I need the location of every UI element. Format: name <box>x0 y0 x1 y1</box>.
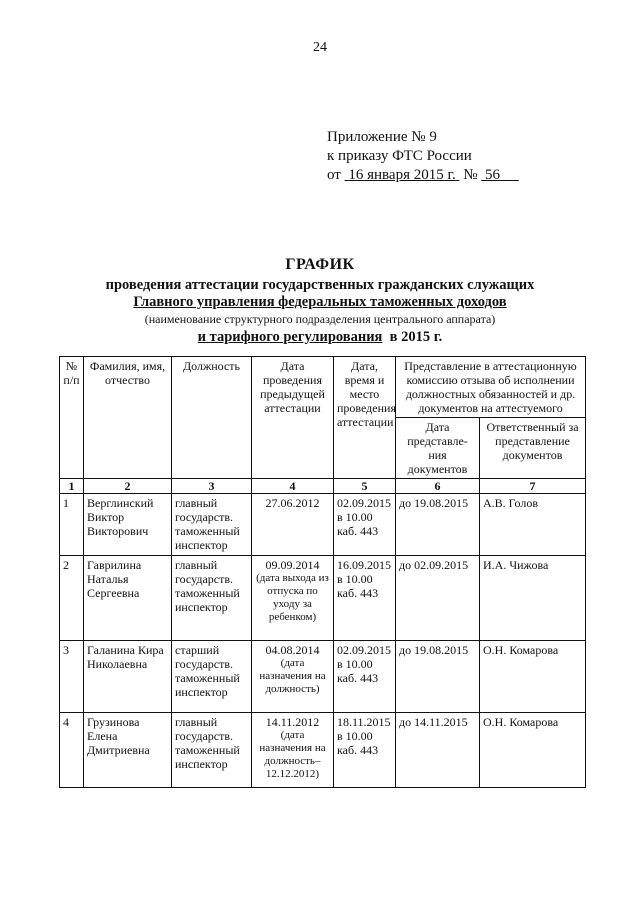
col-number: 2 <box>84 479 172 494</box>
column-numbers-row <box>60 479 586 494</box>
header-responsible: Ответственный за представление документов <box>480 418 586 479</box>
header-row <box>60 357 586 418</box>
col-number: 5 <box>334 479 396 494</box>
row-position: старший государств. таможенный инспектор <box>172 641 252 713</box>
header-prev-date: Дата проведения предыдущей аттестации <box>252 357 334 479</box>
attestation-schedule-table <box>59 356 586 788</box>
row-num: 4 <box>60 713 84 788</box>
row-prev-date: 09.09.2014 (дата выхода из отпуска по уходу за ребенком) <box>252 556 334 641</box>
order-number: 56 <box>485 167 501 183</box>
title-line-1: проведения аттестации государственных гражданских служащих <box>105 277 535 293</box>
row-date-place: 02.09.2015 в 10.00 каб. 443 <box>334 641 396 713</box>
number-prefix: № <box>463 167 478 183</box>
col-number: 7 <box>480 479 586 494</box>
page-number: 24 <box>313 40 327 55</box>
header-name: Фамилия, имя, отчество <box>84 357 172 479</box>
table-row <box>60 713 586 788</box>
row-name: Верглинский Виктор Викторович <box>84 494 172 556</box>
row-date-place: 18.11.2015 в 10.00 каб. 443 <box>334 713 396 788</box>
row-doc-date: до 19.08.2015 <box>396 494 480 556</box>
title-year: в 2015 г. <box>389 329 443 345</box>
appendix-title: Приложение № 9 <box>327 129 437 145</box>
table-row <box>60 494 586 556</box>
col-number: 6 <box>396 479 480 494</box>
appendix-order: к приказу ФТС России <box>327 148 472 164</box>
row-num: 3 <box>60 641 84 713</box>
row-num: 2 <box>60 556 84 641</box>
header-position: Должность <box>172 357 252 479</box>
title-line-3 <box>40 329 600 346</box>
row-date-place: 02.09.2015 в 10.00 каб. 443 <box>334 494 396 556</box>
prev-date-note: (дата назначения на должность) <box>259 657 326 695</box>
prev-date-note: (дата назначения на должность– 12.12.2012) <box>259 729 326 780</box>
table-row <box>60 556 586 641</box>
row-date-place: 16.09.2015 в 10.00 каб. 443 <box>334 556 396 641</box>
row-prev-date: 14.11.2012 (дата назначения на должность– 12.12.2012) <box>252 713 334 788</box>
row-name: Гаврилина Наталья Сергеевна <box>84 556 172 641</box>
col-number: 1 <box>60 479 84 494</box>
department-caption: (наименование структурного подразделения центрального аппарата) <box>144 312 496 326</box>
row-position: главный государств. таможенный инспектор <box>172 713 252 788</box>
table-row <box>60 641 586 713</box>
header-num: № п/п <box>60 357 84 479</box>
appendix-block <box>327 128 519 185</box>
department-name-cont: и тарифного регулирования <box>197 329 383 345</box>
document-heading: ГРАФИК <box>285 256 355 273</box>
prev-date-note: (дата выхода из отпуска по уходу за ребенком) <box>256 572 329 623</box>
title-block <box>40 256 600 346</box>
row-name: Грузинова Елена Дмитриевна <box>84 713 172 788</box>
row-doc-date: до 02.09.2015 <box>396 556 480 641</box>
row-doc-date: до 19.08.2015 <box>396 641 480 713</box>
row-responsible: А.В. Голов <box>480 494 586 556</box>
date-prefix: от <box>327 167 341 183</box>
col-number: 4 <box>252 479 334 494</box>
row-num: 1 <box>60 494 84 556</box>
header-doc-date: Дата представле-ния документов <box>396 418 480 479</box>
row-doc-date: до 14.11.2015 <box>396 713 480 788</box>
col-number: 3 <box>172 479 252 494</box>
row-prev-date: 27.06.2012 <box>252 494 334 556</box>
row-prev-date: 04.08.2014 (дата назначения на должность) <box>252 641 334 713</box>
row-name: Галанина Кира Николаевна <box>84 641 172 713</box>
header-submission: Представление в аттестационную комиссию отзыва об исполнении должностных обязанностей и др. документов на аттестуемого <box>396 357 586 418</box>
row-responsible: О.Н. Комарова <box>480 713 586 788</box>
appendix-date-line <box>327 166 519 185</box>
row-responsible: О.Н. Комарова <box>480 641 586 713</box>
department-name: Главного управления федеральных таможенных доходов <box>133 294 507 310</box>
order-date: 16 января 2015 г. <box>348 167 456 183</box>
row-position: главный государств. таможенный инспектор <box>172 556 252 641</box>
row-position: главный государств. таможенный инспектор <box>172 494 252 556</box>
header-date-place: Дата, время и место проведения аттестации <box>334 357 396 479</box>
row-responsible: И.А. Чижова <box>480 556 586 641</box>
